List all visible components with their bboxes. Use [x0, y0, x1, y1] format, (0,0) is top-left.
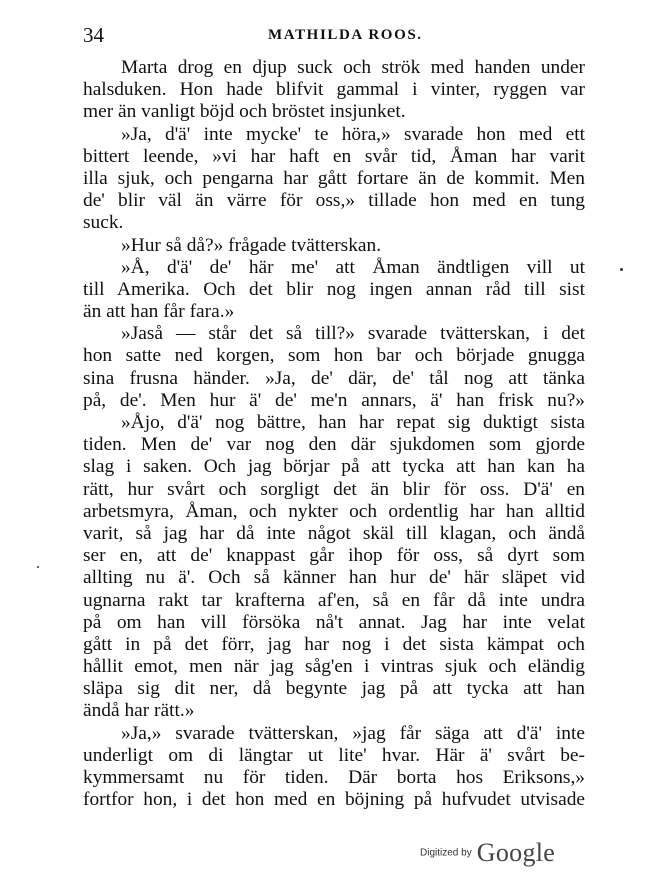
text-line: illa sjuk, och pengarna har gått fortare än de kommit. Men	[83, 167, 585, 189]
ink-speck	[37, 566, 39, 568]
text-line: halsduken. Hon hade blifvit gammal i vinter, ryggen var	[83, 79, 585, 101]
watermark-prefix: Digitized by	[420, 847, 472, 859]
text-line: rätt, hur svårt och sorgligt det än blir för oss. D'ä' en	[83, 478, 585, 500]
google-logo: Google	[476, 838, 556, 867]
page-number: 34	[83, 23, 104, 47]
text-line: underligt om di längtar ut lite' hvar. Här ä' svårt be-	[83, 744, 585, 766]
text-line: »Åjo, d'ä' nog bättre, han har repat sig duktigt sista	[121, 412, 585, 433]
body-text	[83, 57, 585, 811]
text-line: Marta drog en djup suck och strök med handen under	[121, 57, 585, 78]
text-line: på om han vill försöka nå't annat. Jag har inte velat	[83, 611, 585, 633]
page-header	[83, 22, 583, 48]
text-line: »Hur så då?» frågade tvätterskan.	[121, 234, 382, 256]
text-line: tiden. Men de' var nog den där sjukdomen som gjorde	[83, 434, 585, 456]
text-line: till Amerika. Och det blir nog ingen annan råd till sist	[83, 278, 585, 300]
text-line: varit, så jag har då inte något skäl till klagan, och ändå	[83, 522, 585, 544]
text-line: hon satte ned korgen, som hon bar och började gnugga	[83, 345, 585, 367]
ink-speck	[620, 268, 623, 271]
text-line: »Ja, d'ä' inte mycke' te höra,» svarade hon med ett	[121, 123, 585, 145]
text-line: på, de'. Men hur ä' de' me'n annars, ä' han frisk nu?»	[83, 389, 585, 411]
text-line: »Ja,» svarade tvätterskan, »jag får säga att d'ä' inte	[121, 722, 585, 744]
text-line: gått in på det förr, jag har nog i det sista kämpat och	[83, 633, 585, 655]
text-line: slag i saken. Och jag börjar på att tycka att han kan ha	[83, 456, 585, 478]
text-line: sina frusna händer. »Ja, de' där, de' tål nog att tänka	[83, 367, 585, 389]
text-line: bittert leende, »vi har haft en svår tid, Åman har varit	[83, 145, 585, 167]
text-line: allting nu ä'. Och så känner han hur de' här släpet vid	[83, 567, 585, 589]
text-line: arbetsmyra, Åman, och nykter och ordentlig har han alltid	[83, 500, 585, 522]
text-line: fortfor hon, i det hon med en böjning på hufvudet utvisade	[83, 789, 585, 811]
text-line: ändå har rätt.»	[83, 700, 195, 722]
text-line: släpa sig dit ner, då begynte jag på att tycka att han	[83, 678, 585, 700]
text-line: mer än vanligt böjd och bröstet insjunket.	[83, 101, 406, 123]
digitized-watermark	[420, 838, 555, 868]
text-line: än att han får fara.»	[83, 301, 235, 323]
text-line: suck.	[83, 212, 124, 234]
text-line: de' blir väl än värre för oss,» tillade hon med en tung	[83, 190, 585, 212]
text-line: »Å, d'ä' de' här me' att Åman ändtligen vill ut	[121, 256, 585, 278]
text-line: hållit emot, men när jag såg'en i vintras sjuk och eländig	[83, 656, 585, 678]
text-line: »Jaså — står det så till?» svarade tvätterskan, i det	[121, 323, 585, 345]
text-line: ser en, att de' knappast går ihop för oss, så dyrt som	[83, 545, 585, 567]
text-line: ugnarna rakt tar krafterna af'en, så en får då inte undra	[83, 589, 585, 611]
running-head: MATHILDA ROOS.	[268, 27, 423, 43]
text-line: kymmersamt nu för tiden. Där borta hos Eriksons,»	[83, 767, 585, 788]
